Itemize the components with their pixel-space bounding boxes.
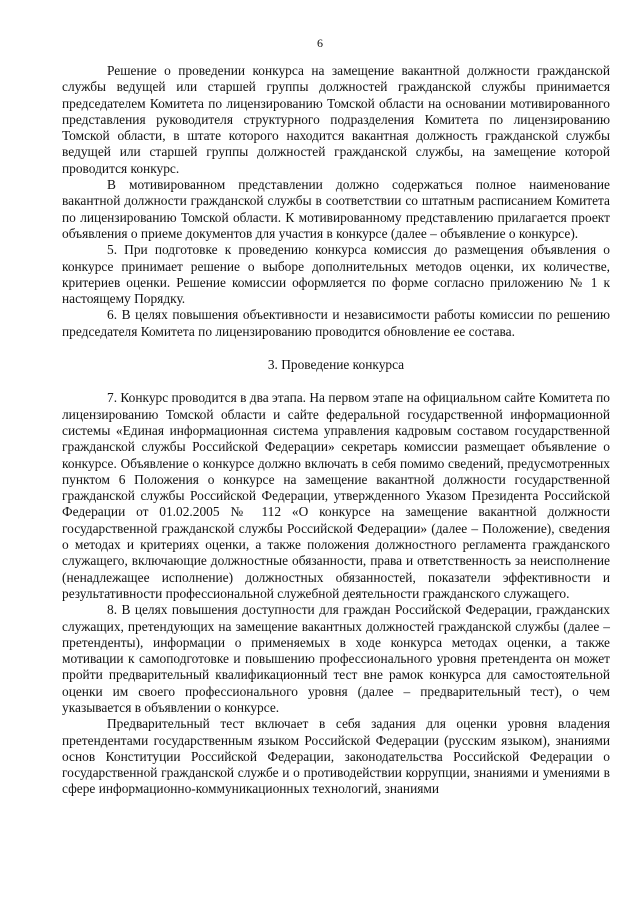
section-heading: 3. Проведение конкурса: [267, 357, 405, 373]
paragraph-motivated-submission: В мотивированном представлении должно содержаться полное наименование вакантной должности гражданской службы в соответствии со штатным расписанием Комитета по лицензированию Томской области. К мотивированному представлению прилагается проект объявления о приеме документов для участия в конкурсе (далее – объявление о конкурсе).: [62, 177, 610, 241]
spacer: [62, 373, 610, 390]
paragraph-item-6: 6. В целях повышения объективности и независимости работы комиссии по решению председателя Комитета по лицензированию проводится обновление ее состава.: [62, 307, 610, 339]
document-body: [62, 63, 610, 798]
paragraph-item-8: 8. В целях повышения доступности для граждан Российской Федерации, гражданских служащих, претендующих на замещение вакантных должностей гражданской службы (далее – претенденты), информации о применяемых в ходе конкурса методах оценки, а также мотивации к самоподготовке и повышению профессионального уровня претендента он может пройти предварительный квалификационный тест вне рамок конкурса для самостоятельной оценки им своего профессионального уровня (далее – предварительный тест), о чем указывается в объявлении о конкурсе.: [62, 602, 610, 715]
paragraph-item-7: 7. Конкурс проводится в два этапа. На первом этапе на официальном сайте Комитета по лицензированию Томской области и сайте федеральной государственной информационной системы «Единая информационная система управления кадровым составом государственной гражданской службы Российской Федерации» секретарь комиссии размещает объявление о конкурсе. Объявление о конкурсе должно включать в себя помимо сведений, предусмотренных пунктом 6 Положения о конкурсе на замещение вакантной должности государственной гражданской службы Российской Федерации, утвержденного Указом Президента Российской Федерации от 01.02.2005 № 112 «О конкурсе на замещение вакантной должности государственной гражданской службы Российской Федерации» (далее – Положение), сведения о методах и критериях оценки, а также положения должностного регламента гражданского служащего, включающие должностные обязанности, права и ответственность за неисполнение (ненадлежащее исполнение) должностных обязанностей, показатели эффективности и результативности профессиональной служебной деятельности гражданского служащего.: [62, 390, 610, 601]
page-number: 6: [317, 36, 323, 50]
paragraph-decision-on-competition: Решение о проведении конкурса на замещение вакантной должности гражданской службы ведущей или старшей группы должностей гражданской службы принимается председателем Комитета по лицензированию Томской области на основании мотивированного представления руководителя структурного подразделения Комитета по лицензированию Томской области, в штате которого находится вакантная должность гражданской службы ведущей или старшей группы должностей гражданской службы, на замещение которой проводится конкурс.: [62, 63, 610, 176]
paragraph-preliminary-test: Предварительный тест включает в себя задания для оценки уровня владения претендентами государственным языком Российской Федерации (русским языком), знаниями основ Конституции Российской Федерации, законодательства Российской Федерации о государственной гражданской службе и о противодействии коррупции, знаниями и умениями в сфере информационно-коммуникационных технологий, знаниями: [62, 716, 610, 797]
paragraph-item-5: 5. При подготовке к проведению конкурса комиссия до размещения объявления о конкурсе принимает решение о выборе дополнительных методов оценки, их количестве, критериев оценки. Решение комиссии оформляется по форме согласно приложению № 1 к настоящему Порядку.: [62, 242, 610, 307]
spacer: [62, 340, 610, 357]
